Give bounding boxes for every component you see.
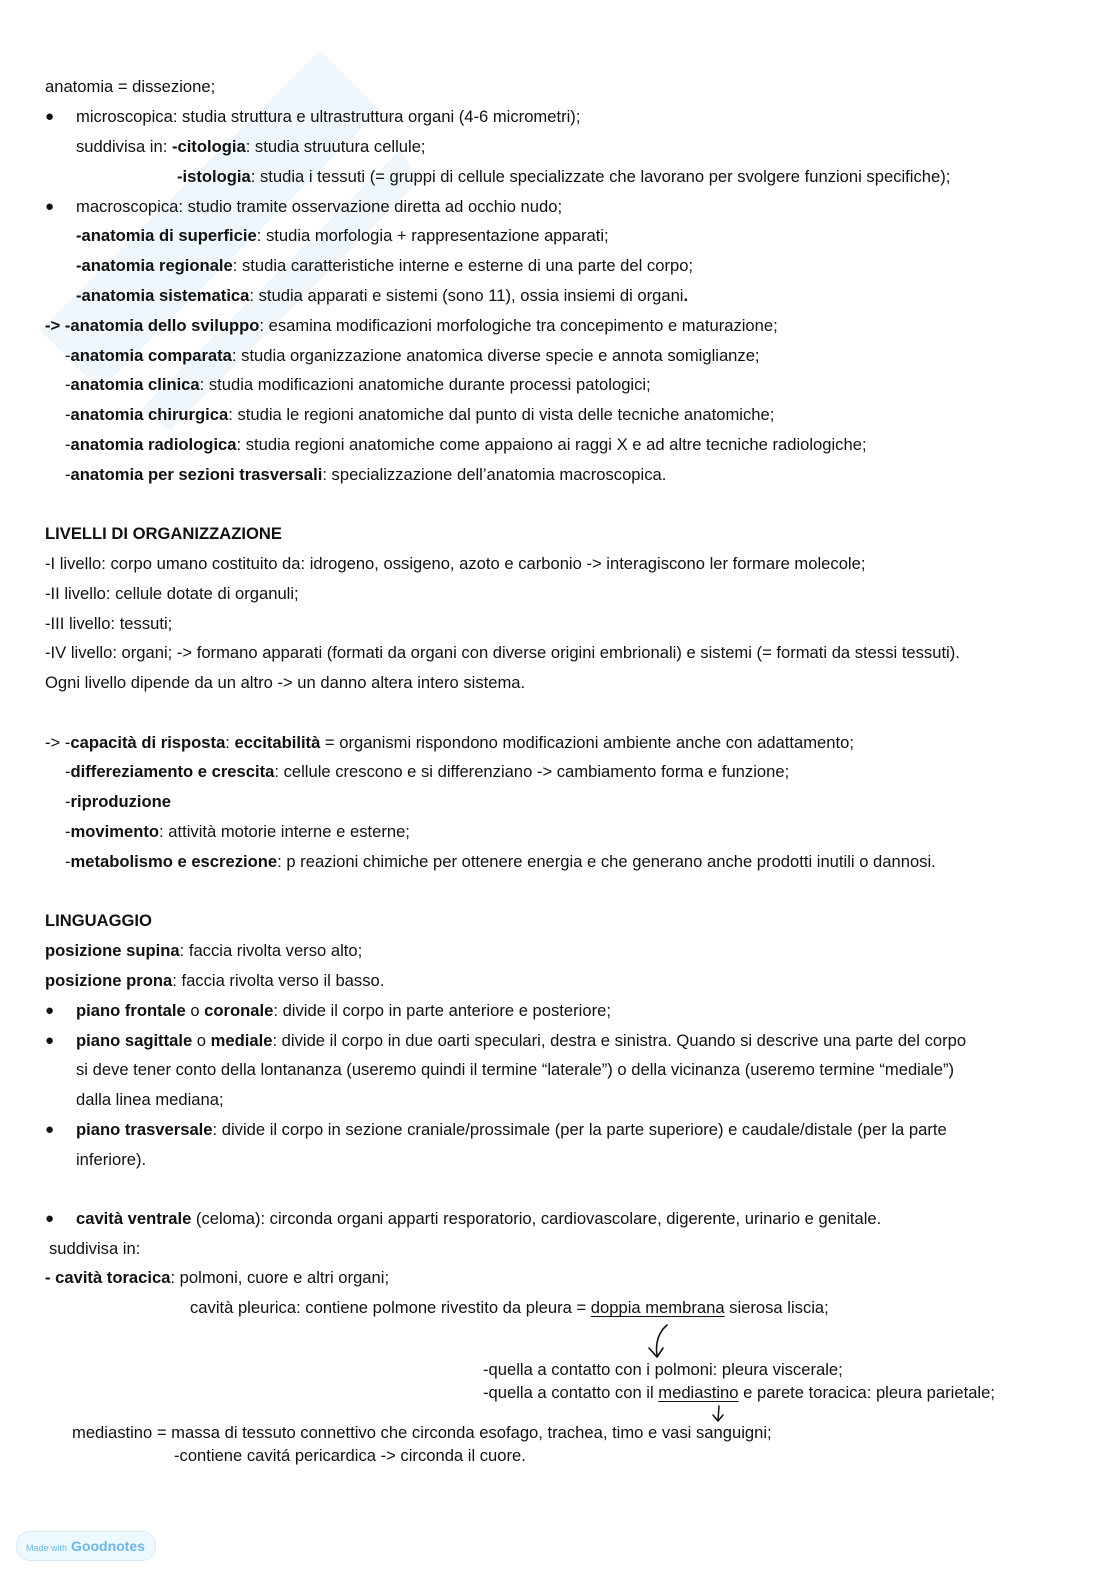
- line-microscopica: microscopica: studia struttura e ultrastruttura organi (4-6 micrometri);: [76, 107, 581, 126]
- made-with-goodnotes-badge: Made with Goodnotes: [16, 1531, 156, 1561]
- heading-linguaggio: LINGUAGGIO: [45, 911, 152, 930]
- line-posizione-supina: posizione supina: faccia rivolta verso alto;: [45, 941, 363, 960]
- line-cavita-pleurica: cavità pleurica: contiene polmone rivestito da pleura = doppia membrana sierosa liscia;: [190, 1298, 829, 1317]
- line-metabolismo: -metabolismo e escrezione: p reazioni chimiche per ottenere energia e che generano anche prodotti inutili o dannosi.: [65, 852, 936, 871]
- line-pericardica: -contiene cavitá pericardica -> circonda il cuore.: [174, 1446, 526, 1465]
- line-ogni-livello: Ogni livello dipende da un altro -> un danno altera intero sistema.: [45, 673, 526, 692]
- line-anatomia-regionale: -anatomia regionale: studia caratteristiche interne e esterne di una parte del corpo;: [76, 256, 694, 275]
- bullet-icon: ●: [45, 1121, 55, 1138]
- line-anatomia-chirurgica: -anatomia chirurgica: studia le regioni anatomiche dal punto di vista delle tecniche anatomiche;: [65, 405, 775, 424]
- heading-livelli: LIVELLI DI ORGANIZZAZIONE: [45, 524, 282, 543]
- line-mediastino: mediastino = massa di tessuto connettivo che circonda esofago, trachea, timo e vasi sanguigni;: [72, 1423, 772, 1442]
- bullet-icon: ●: [45, 198, 55, 215]
- line-anatomia-comparata: -anatomia comparata: studia organizzazione anatomica diverse specie e annota somiglianze;: [65, 346, 760, 365]
- bullet-icon: ●: [45, 1002, 55, 1019]
- bullet-icon: ●: [45, 108, 55, 125]
- line-suddivisa: suddivisa in: -citologia: studia struutura cellule;: [76, 137, 426, 156]
- line-anatomia-clinica: -anatomia clinica: studia modificazioni anatomiche durante processi patologici;: [65, 375, 651, 394]
- line-riproduzione: -riproduzione: [65, 792, 172, 811]
- line-istologia: -istologia: studia i tessuti (= gruppi di cellule specializzate che lavorano per svolgere funzioni specifiche);: [177, 167, 951, 186]
- line-anatomia-sviluppo: -> -anatomia dello sviluppo: esamina modificazioni morfologiche tra concepimento e maturazione;: [45, 316, 778, 335]
- line-sagittale-cont-2: dalla linea mediana;: [76, 1090, 224, 1109]
- bullet-icon: ●: [45, 1032, 55, 1049]
- line-anatomia-sistematica: -anatomia sistematica: studia apparati e sistemi (sono 11), ossia insiemi di organi.: [76, 286, 689, 305]
- line-posizione-prona: posizione prona: faccia rivolta verso il basso.: [45, 971, 385, 990]
- line-livello-4: -IV livello: organi; -> formano apparati (formati da organi con diverse origini embrionali) e sistemi (= formati da stessi tessuti).: [45, 643, 960, 662]
- line-capacita-risposta: -> -capacità di risposta: eccitabilità = organismi rispondono modificazioni ambiente anche con adattamento;: [45, 733, 854, 752]
- line-anatomia-sezioni: -anatomia per sezioni trasversali: specializzazione dell’anatomia macroscopica.: [65, 465, 667, 484]
- line-differeziamento: -differeziamento e crescita: cellule crescono e si differenziano -> cambiamento forma e funzione;: [65, 762, 790, 781]
- line-anatomia-radiologica: -anatomia radiologica: studia regioni anatomiche come appaiono ai raggi X e ad altre tecniche radiologiche;: [65, 435, 867, 454]
- line-livello-1: -I livello: corpo umano costituito da: idrogeno, ossigeno, azoto e carbonio -> interagiscono ler formare molecole;: [45, 554, 866, 573]
- line-suddivisa-in: suddivisa in:: [49, 1239, 141, 1258]
- line-livello-3: -III livello: tessuti;: [45, 614, 173, 633]
- bullet-icon: ●: [45, 1210, 55, 1227]
- line-anatomia: anatomia = dissezione;: [45, 77, 216, 96]
- line-movimento: -movimento: attività motorie interne e esterne;: [65, 822, 410, 841]
- line-anatomia-superficie: -anatomia di superficie: studia morfologia + rappresentazione apparati;: [76, 226, 609, 245]
- line-cavita-toracica: - cavità toracica: polmoni, cuore e altri organi;: [45, 1268, 390, 1287]
- line-pleura-viscerale: -quella a contatto con i polmoni: pleura viscerale;: [483, 1360, 843, 1379]
- line-livello-2: -II livello: cellule dotate di organuli;: [45, 584, 299, 603]
- line-trasversale-cont: inferiore).: [76, 1150, 147, 1169]
- line-pleura-parietale: -quella a contatto con il mediastino e parete toracica: pleura parietale;: [483, 1383, 995, 1402]
- line-piano-sagittale: piano sagittale o mediale: divide il corpo in due oarti speculari, destra e sinistra. Quando si descrive una parte del corpo: [76, 1031, 967, 1050]
- line-cavita-ventrale: cavità ventrale (celoma): circonda organi apparti resporatorio, cardiovascolare, digerente, urinario e genitale.: [76, 1209, 882, 1228]
- arrow-down-icon: [708, 1404, 728, 1424]
- line-piano-trasversale: piano trasversale: divide il corpo in sezione craniale/prossimale (per la parte superiore) e caudale/distale (per la parte: [76, 1120, 947, 1139]
- line-macroscopica: macroscopica: studio tramite osservazione diretta ad occhio nudo;: [76, 197, 563, 216]
- arrow-down-icon: [645, 1322, 675, 1362]
- line-piano-frontale: piano frontale o coronale: divide il corpo in parte anteriore e posteriore;: [76, 1001, 611, 1020]
- line-sagittale-cont-1: si deve tener conto della lontananza (useremo quindi il termine “laterale”) o della vicinanza (useremo termine “mediale”): [76, 1060, 955, 1079]
